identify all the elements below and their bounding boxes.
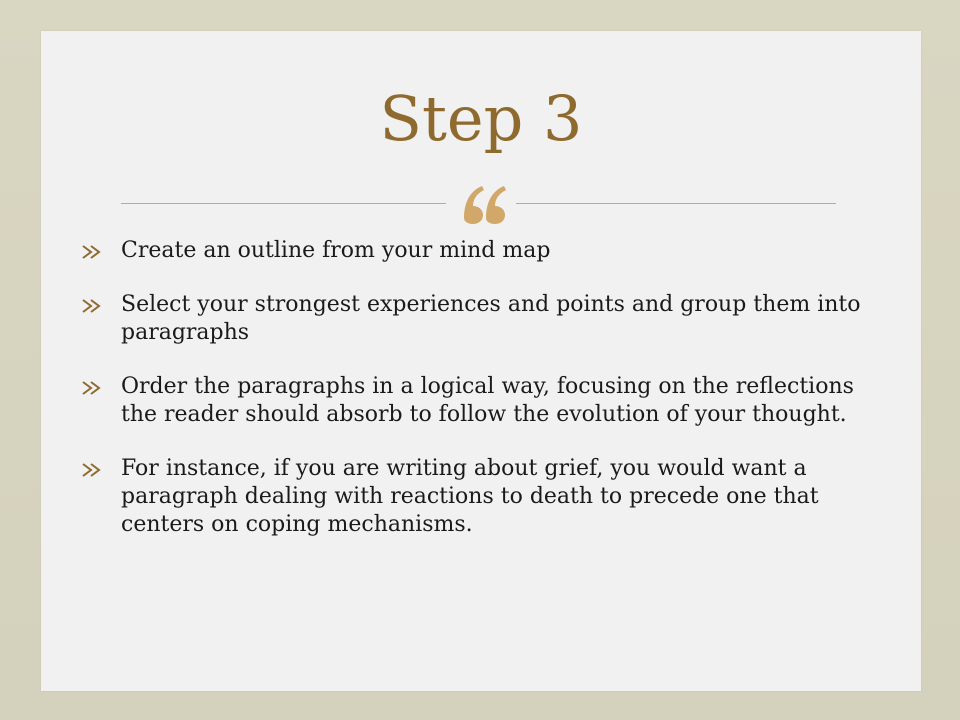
bullet-text: Create an outline from your mind map [121,238,551,263]
bullet-text: Order the paragraphs in a logical way, focusing on the reflections the reader should absorb to follow the evolution of your thought. [121,374,854,427]
bullet-text: Select your strongest experiences and points and group them into paragraphs [121,292,861,345]
bullet-item [81,291,881,347]
double-pointer-bullet-icon [81,244,105,260]
double-pointer-bullet-icon [81,462,105,478]
slide-title: Step 3 [379,82,583,155]
bullet-item [81,373,881,429]
title-divider-right [516,203,836,204]
title-divider-left [121,203,446,204]
slide [41,31,921,691]
quote-ornament-icon [446,178,516,228]
bullet-item [81,237,881,265]
bullet-list [81,237,881,565]
double-pointer-bullet-icon [81,298,105,314]
bullet-text: For instance, if you are writing about grief, you would want a paragraph dealing with reactions to death to precede one that centers on coping mechanisms. [121,456,819,537]
bullet-item [81,455,881,539]
double-pointer-bullet-icon [81,380,105,396]
